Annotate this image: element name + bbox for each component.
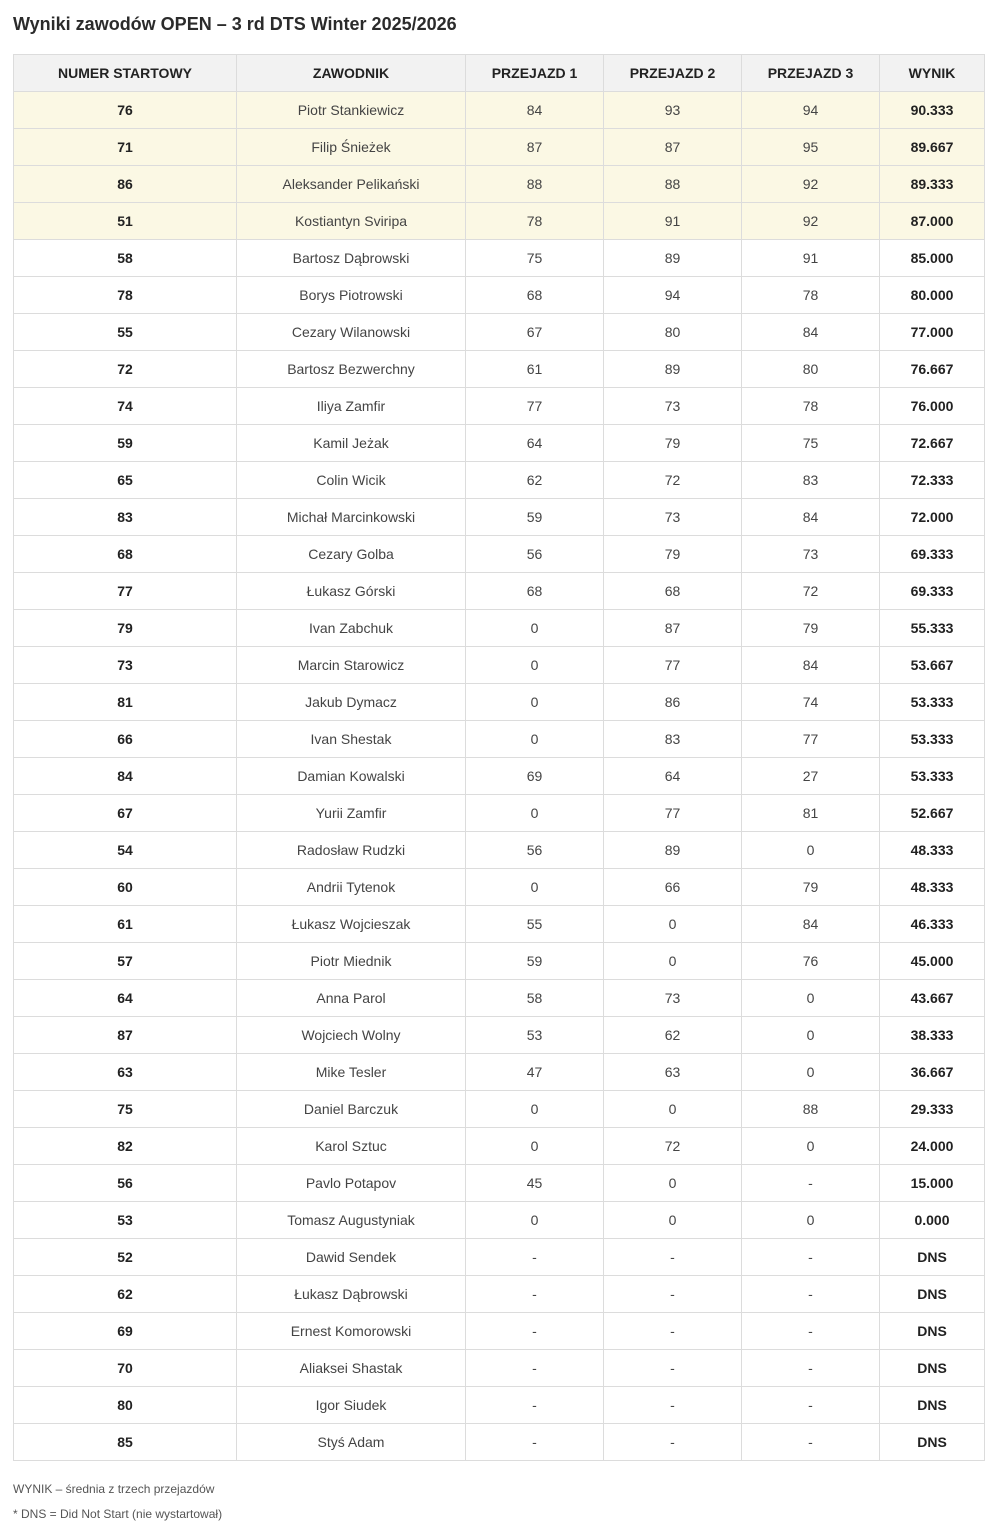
cell-przejazd-2: 87 <box>604 610 742 647</box>
cell-numer: 75 <box>14 1091 237 1128</box>
cell-zawodnik: Bartosz Dąbrowski <box>237 240 466 277</box>
cell-przejazd-3: 92 <box>742 203 880 240</box>
cell-numer: 70 <box>14 1350 237 1387</box>
cell-numer: 67 <box>14 795 237 832</box>
cell-przejazd-2: 94 <box>604 277 742 314</box>
cell-zawodnik: Radosław Rudzki <box>237 832 466 869</box>
table-row <box>14 277 985 314</box>
cell-przejazd-2: 0 <box>604 1202 742 1239</box>
cell-numer: 81 <box>14 684 237 721</box>
cell-przejazd-3: 0 <box>742 980 880 1017</box>
cell-przejazd-2: 83 <box>604 721 742 758</box>
cell-przejazd-1: 59 <box>466 499 604 536</box>
table-row <box>14 1424 985 1461</box>
cell-przejazd-1: - <box>466 1424 604 1461</box>
cell-przejazd-2: 89 <box>604 832 742 869</box>
page-title: Wyniki zawodów OPEN – 3 rd DTS Winter 2025/2026 <box>13 14 457 34</box>
cell-zawodnik: Michał Marcinkowski <box>237 499 466 536</box>
cell-wynik: 46.333 <box>880 906 985 943</box>
cell-przejazd-3: 79 <box>742 610 880 647</box>
cell-przejazd-2: 89 <box>604 351 742 388</box>
cell-przejazd-1: 53 <box>466 1017 604 1054</box>
table-row <box>14 1017 985 1054</box>
table-row <box>14 1128 985 1165</box>
cell-zawodnik: Damian Kowalski <box>237 758 466 795</box>
cell-numer: 54 <box>14 832 237 869</box>
cell-przejazd-1: 87 <box>466 129 604 166</box>
cell-zawodnik: Styś Adam <box>237 1424 466 1461</box>
cell-przejazd-2: 86 <box>604 684 742 721</box>
table-row <box>14 869 985 906</box>
cell-wynik: 48.333 <box>880 832 985 869</box>
cell-przejazd-2: - <box>604 1424 742 1461</box>
cell-przejazd-2: 73 <box>604 499 742 536</box>
cell-przejazd-2: 88 <box>604 166 742 203</box>
cell-wynik: 53.333 <box>880 721 985 758</box>
cell-zawodnik: Ivan Zabchuk <box>237 610 466 647</box>
cell-numer: 66 <box>14 721 237 758</box>
cell-przejazd-2: 64 <box>604 758 742 795</box>
cell-przejazd-3: 94 <box>742 92 880 129</box>
cell-przejazd-1: 78 <box>466 203 604 240</box>
results-table <box>13 54 985 1461</box>
cell-przejazd-3: 79 <box>742 869 880 906</box>
cell-przejazd-3: - <box>742 1350 880 1387</box>
table-row <box>14 166 985 203</box>
cell-przejazd-1: 58 <box>466 980 604 1017</box>
table-row <box>14 203 985 240</box>
cell-przejazd-3: 73 <box>742 536 880 573</box>
header-numer-startowy: NUMER STARTOWY <box>14 55 237 92</box>
cell-numer: 69 <box>14 1313 237 1350</box>
cell-numer: 53 <box>14 1202 237 1239</box>
table-row <box>14 758 985 795</box>
footnotes <box>13 1480 222 1530</box>
cell-przejazd-2: 77 <box>604 647 742 684</box>
table-row <box>14 536 985 573</box>
cell-przejazd-3: 84 <box>742 906 880 943</box>
cell-przejazd-2: 72 <box>604 1128 742 1165</box>
cell-zawodnik: Dawid Sendek <box>237 1239 466 1276</box>
cell-przejazd-1: 0 <box>466 1128 604 1165</box>
cell-przejazd-1: - <box>466 1387 604 1424</box>
cell-przejazd-2: - <box>604 1313 742 1350</box>
cell-przejazd-1: 62 <box>466 462 604 499</box>
cell-przejazd-1: 64 <box>466 425 604 462</box>
cell-przejazd-3: 74 <box>742 684 880 721</box>
cell-przejazd-3: 81 <box>742 795 880 832</box>
cell-zawodnik: Daniel Barczuk <box>237 1091 466 1128</box>
cell-przejazd-1: 84 <box>466 92 604 129</box>
cell-przejazd-1: 0 <box>466 684 604 721</box>
cell-zawodnik: Anna Parol <box>237 980 466 1017</box>
cell-przejazd-1: 0 <box>466 795 604 832</box>
cell-przejazd-3: - <box>742 1165 880 1202</box>
cell-przejazd-3: 0 <box>742 832 880 869</box>
cell-wynik: 90.333 <box>880 92 985 129</box>
cell-przejazd-3: 91 <box>742 240 880 277</box>
table-row <box>14 832 985 869</box>
cell-wynik: 72.333 <box>880 462 985 499</box>
cell-numer: 84 <box>14 758 237 795</box>
cell-przejazd-1: 69 <box>466 758 604 795</box>
cell-przejazd-2: - <box>604 1276 742 1313</box>
table-row <box>14 425 985 462</box>
table-row <box>14 573 985 610</box>
cell-numer: 74 <box>14 388 237 425</box>
table-row <box>14 1387 985 1424</box>
cell-wynik: DNS <box>880 1313 985 1350</box>
cell-przejazd-1: - <box>466 1276 604 1313</box>
table-row <box>14 980 985 1017</box>
cell-przejazd-2: 0 <box>604 1091 742 1128</box>
cell-zawodnik: Tomasz Augustyniak <box>237 1202 466 1239</box>
table-row <box>14 1350 985 1387</box>
cell-wynik: DNS <box>880 1387 985 1424</box>
cell-zawodnik: Bartosz Bezwerchny <box>237 351 466 388</box>
table-row <box>14 1091 985 1128</box>
cell-wynik: 89.333 <box>880 166 985 203</box>
cell-przejazd-3: 95 <box>742 129 880 166</box>
cell-wynik: 52.667 <box>880 795 985 832</box>
cell-wynik: 36.667 <box>880 1054 985 1091</box>
cell-przejazd-1: 0 <box>466 1202 604 1239</box>
cell-przejazd-1: 77 <box>466 388 604 425</box>
table-row <box>14 1239 985 1276</box>
cell-zawodnik: Łukasz Górski <box>237 573 466 610</box>
table-row <box>14 647 985 684</box>
cell-wynik: 76.000 <box>880 388 985 425</box>
cell-wynik: 45.000 <box>880 943 985 980</box>
cell-wynik: 69.333 <box>880 573 985 610</box>
table-row <box>14 1054 985 1091</box>
header-przejazd-2: PRZEJAZD 2 <box>604 55 742 92</box>
table-row <box>14 1276 985 1313</box>
cell-zawodnik: Pavlo Potapov <box>237 1165 466 1202</box>
cell-przejazd-2: 66 <box>604 869 742 906</box>
cell-wynik: 76.667 <box>880 351 985 388</box>
cell-zawodnik: Aliaksei Shastak <box>237 1350 466 1387</box>
cell-przejazd-2: - <box>604 1239 742 1276</box>
cell-wynik: 53.333 <box>880 684 985 721</box>
cell-numer: 63 <box>14 1054 237 1091</box>
cell-przejazd-3: 78 <box>742 388 880 425</box>
cell-wynik: 48.333 <box>880 869 985 906</box>
header-przejazd-3: PRZEJAZD 3 <box>742 55 880 92</box>
cell-przejazd-1: 68 <box>466 573 604 610</box>
cell-numer: 58 <box>14 240 237 277</box>
cell-przejazd-2: 89 <box>604 240 742 277</box>
cell-przejazd-3: 0 <box>742 1128 880 1165</box>
cell-numer: 83 <box>14 499 237 536</box>
cell-numer: 56 <box>14 1165 237 1202</box>
cell-przejazd-3: - <box>742 1313 880 1350</box>
cell-numer: 62 <box>14 1276 237 1313</box>
cell-zawodnik: Aleksander Pelikański <box>237 166 466 203</box>
note-wynik: WYNIK – średnia z trzech przejazdów <box>13 1482 215 1496</box>
cell-przejazd-3: 72 <box>742 573 880 610</box>
cell-przejazd-3: 0 <box>742 1054 880 1091</box>
cell-wynik: 87.000 <box>880 203 985 240</box>
cell-zawodnik: Cezary Golba <box>237 536 466 573</box>
cell-wynik: 77.000 <box>880 314 985 351</box>
header-przejazd-1: PRZEJAZD 1 <box>466 55 604 92</box>
cell-przejazd-3: 0 <box>742 1202 880 1239</box>
cell-wynik: 53.333 <box>880 758 985 795</box>
cell-wynik: DNS <box>880 1424 985 1461</box>
cell-przejazd-3: 78 <box>742 277 880 314</box>
cell-numer: 60 <box>14 869 237 906</box>
cell-przejazd-1: 75 <box>466 240 604 277</box>
table-row <box>14 462 985 499</box>
table-row <box>14 721 985 758</box>
table-row <box>14 943 985 980</box>
cell-przejazd-2: 80 <box>604 314 742 351</box>
cell-przejazd-1: 88 <box>466 166 604 203</box>
cell-przejazd-2: 73 <box>604 980 742 1017</box>
cell-zawodnik: Yurii Zamfir <box>237 795 466 832</box>
cell-przejazd-1: - <box>466 1313 604 1350</box>
cell-zawodnik: Cezary Wilanowski <box>237 314 466 351</box>
cell-przejazd-1: 68 <box>466 277 604 314</box>
cell-przejazd-1: 67 <box>466 314 604 351</box>
cell-przejazd-2: 72 <box>604 462 742 499</box>
cell-przejazd-3: 76 <box>742 943 880 980</box>
cell-przejazd-2: 0 <box>604 1165 742 1202</box>
cell-wynik: 24.000 <box>880 1128 985 1165</box>
table-row <box>14 1202 985 1239</box>
cell-numer: 86 <box>14 166 237 203</box>
cell-przejazd-3: 83 <box>742 462 880 499</box>
cell-zawodnik: Ernest Komorowski <box>237 1313 466 1350</box>
cell-przejazd-3: - <box>742 1387 880 1424</box>
cell-zawodnik: Kostiantyn Sviripa <box>237 203 466 240</box>
cell-numer: 79 <box>14 610 237 647</box>
cell-numer: 68 <box>14 536 237 573</box>
cell-numer: 59 <box>14 425 237 462</box>
cell-numer: 52 <box>14 1239 237 1276</box>
cell-wynik: 55.333 <box>880 610 985 647</box>
table-row <box>14 684 985 721</box>
cell-numer: 82 <box>14 1128 237 1165</box>
cell-przejazd-2: 79 <box>604 425 742 462</box>
cell-przejazd-1: 47 <box>466 1054 604 1091</box>
table-row <box>14 351 985 388</box>
cell-numer: 61 <box>14 906 237 943</box>
cell-zawodnik: Colin Wicik <box>237 462 466 499</box>
table-row <box>14 610 985 647</box>
cell-przejazd-3: 0 <box>742 1017 880 1054</box>
cell-numer: 72 <box>14 351 237 388</box>
cell-wynik: 89.667 <box>880 129 985 166</box>
cell-przejazd-3: 84 <box>742 499 880 536</box>
table-row <box>14 906 985 943</box>
cell-wynik: 72.000 <box>880 499 985 536</box>
table-row <box>14 92 985 129</box>
cell-przejazd-2: 79 <box>604 536 742 573</box>
cell-wynik: DNS <box>880 1350 985 1387</box>
cell-numer: 77 <box>14 573 237 610</box>
table-header-row <box>14 55 985 92</box>
cell-zawodnik: Łukasz Wojcieszak <box>237 906 466 943</box>
table-row <box>14 388 985 425</box>
table-row <box>14 240 985 277</box>
cell-numer: 55 <box>14 314 237 351</box>
cell-zawodnik: Jakub Dymacz <box>237 684 466 721</box>
cell-przejazd-3: 92 <box>742 166 880 203</box>
cell-przejazd-1: 56 <box>466 832 604 869</box>
table-row <box>14 499 985 536</box>
cell-numer: 51 <box>14 203 237 240</box>
cell-przejazd-2: 63 <box>604 1054 742 1091</box>
cell-przejazd-1: - <box>466 1239 604 1276</box>
cell-przejazd-2: - <box>604 1387 742 1424</box>
cell-przejazd-2: 62 <box>604 1017 742 1054</box>
cell-przejazd-1: 0 <box>466 1091 604 1128</box>
cell-zawodnik: Łukasz Dąbrowski <box>237 1276 466 1313</box>
cell-zawodnik: Wojciech Wolny <box>237 1017 466 1054</box>
cell-wynik: 80.000 <box>880 277 985 314</box>
cell-przejazd-2: 73 <box>604 388 742 425</box>
cell-wynik: 29.333 <box>880 1091 985 1128</box>
cell-przejazd-1: 0 <box>466 721 604 758</box>
cell-przejazd-3: - <box>742 1239 880 1276</box>
cell-zawodnik: Piotr Stankiewicz <box>237 92 466 129</box>
cell-wynik: 72.667 <box>880 425 985 462</box>
cell-numer: 87 <box>14 1017 237 1054</box>
cell-przejazd-3: 80 <box>742 351 880 388</box>
header-zawodnik: ZAWODNIK <box>237 55 466 92</box>
cell-wynik: DNS <box>880 1239 985 1276</box>
cell-wynik: 15.000 <box>880 1165 985 1202</box>
cell-przejazd-3: 27 <box>742 758 880 795</box>
cell-wynik: 43.667 <box>880 980 985 1017</box>
cell-przejazd-2: 0 <box>604 943 742 980</box>
cell-numer: 73 <box>14 647 237 684</box>
cell-zawodnik: Filip Śnieżek <box>237 129 466 166</box>
cell-przejazd-2: 91 <box>604 203 742 240</box>
cell-przejazd-2: 93 <box>604 92 742 129</box>
cell-przejazd-1: 55 <box>466 906 604 943</box>
cell-przejazd-2: 87 <box>604 129 742 166</box>
cell-zawodnik: Mike Tesler <box>237 1054 466 1091</box>
cell-zawodnik: Karol Sztuc <box>237 1128 466 1165</box>
cell-przejazd-1: - <box>466 1350 604 1387</box>
cell-wynik: 0.000 <box>880 1202 985 1239</box>
cell-zawodnik: Igor Siudek <box>237 1387 466 1424</box>
cell-numer: 57 <box>14 943 237 980</box>
cell-przejazd-2: - <box>604 1350 742 1387</box>
cell-numer: 65 <box>14 462 237 499</box>
header-wynik: WYNIK <box>880 55 985 92</box>
cell-zawodnik: Borys Piotrowski <box>237 277 466 314</box>
cell-wynik: 85.000 <box>880 240 985 277</box>
cell-numer: 76 <box>14 92 237 129</box>
cell-przejazd-3: 88 <box>742 1091 880 1128</box>
cell-numer: 78 <box>14 277 237 314</box>
cell-numer: 71 <box>14 129 237 166</box>
cell-przejazd-3: 84 <box>742 314 880 351</box>
table-row <box>14 314 985 351</box>
cell-przejazd-3: 84 <box>742 647 880 684</box>
table-row <box>14 1165 985 1202</box>
cell-wynik: 38.333 <box>880 1017 985 1054</box>
cell-zawodnik: Piotr Miednik <box>237 943 466 980</box>
cell-zawodnik: Iliya Zamfir <box>237 388 466 425</box>
cell-zawodnik: Kamil Jeżak <box>237 425 466 462</box>
cell-przejazd-1: 0 <box>466 869 604 906</box>
cell-przejazd-1: 59 <box>466 943 604 980</box>
cell-numer: 80 <box>14 1387 237 1424</box>
cell-przejazd-1: 61 <box>466 351 604 388</box>
cell-wynik: 69.333 <box>880 536 985 573</box>
cell-wynik: 53.667 <box>880 647 985 684</box>
cell-przejazd-2: 77 <box>604 795 742 832</box>
cell-przejazd-3: - <box>742 1276 880 1313</box>
table-row <box>14 795 985 832</box>
cell-przejazd-2: 0 <box>604 906 742 943</box>
cell-przejazd-3: 75 <box>742 425 880 462</box>
cell-zawodnik: Marcin Starowicz <box>237 647 466 684</box>
cell-przejazd-1: 45 <box>466 1165 604 1202</box>
cell-przejazd-3: 77 <box>742 721 880 758</box>
cell-przejazd-1: 0 <box>466 610 604 647</box>
cell-zawodnik: Andrii Tytenok <box>237 869 466 906</box>
cell-wynik: DNS <box>880 1276 985 1313</box>
cell-przejazd-1: 56 <box>466 536 604 573</box>
table-body <box>14 92 985 1461</box>
cell-przejazd-2: 68 <box>604 573 742 610</box>
note-dns: * DNS = Did Not Start (nie wystartował) <box>13 1507 223 1521</box>
table-row <box>14 129 985 166</box>
table-row <box>14 1313 985 1350</box>
cell-numer: 64 <box>14 980 237 1017</box>
cell-numer: 85 <box>14 1424 237 1461</box>
cell-przejazd-1: 0 <box>466 647 604 684</box>
cell-zawodnik: Ivan Shestak <box>237 721 466 758</box>
cell-przejazd-3: - <box>742 1424 880 1461</box>
